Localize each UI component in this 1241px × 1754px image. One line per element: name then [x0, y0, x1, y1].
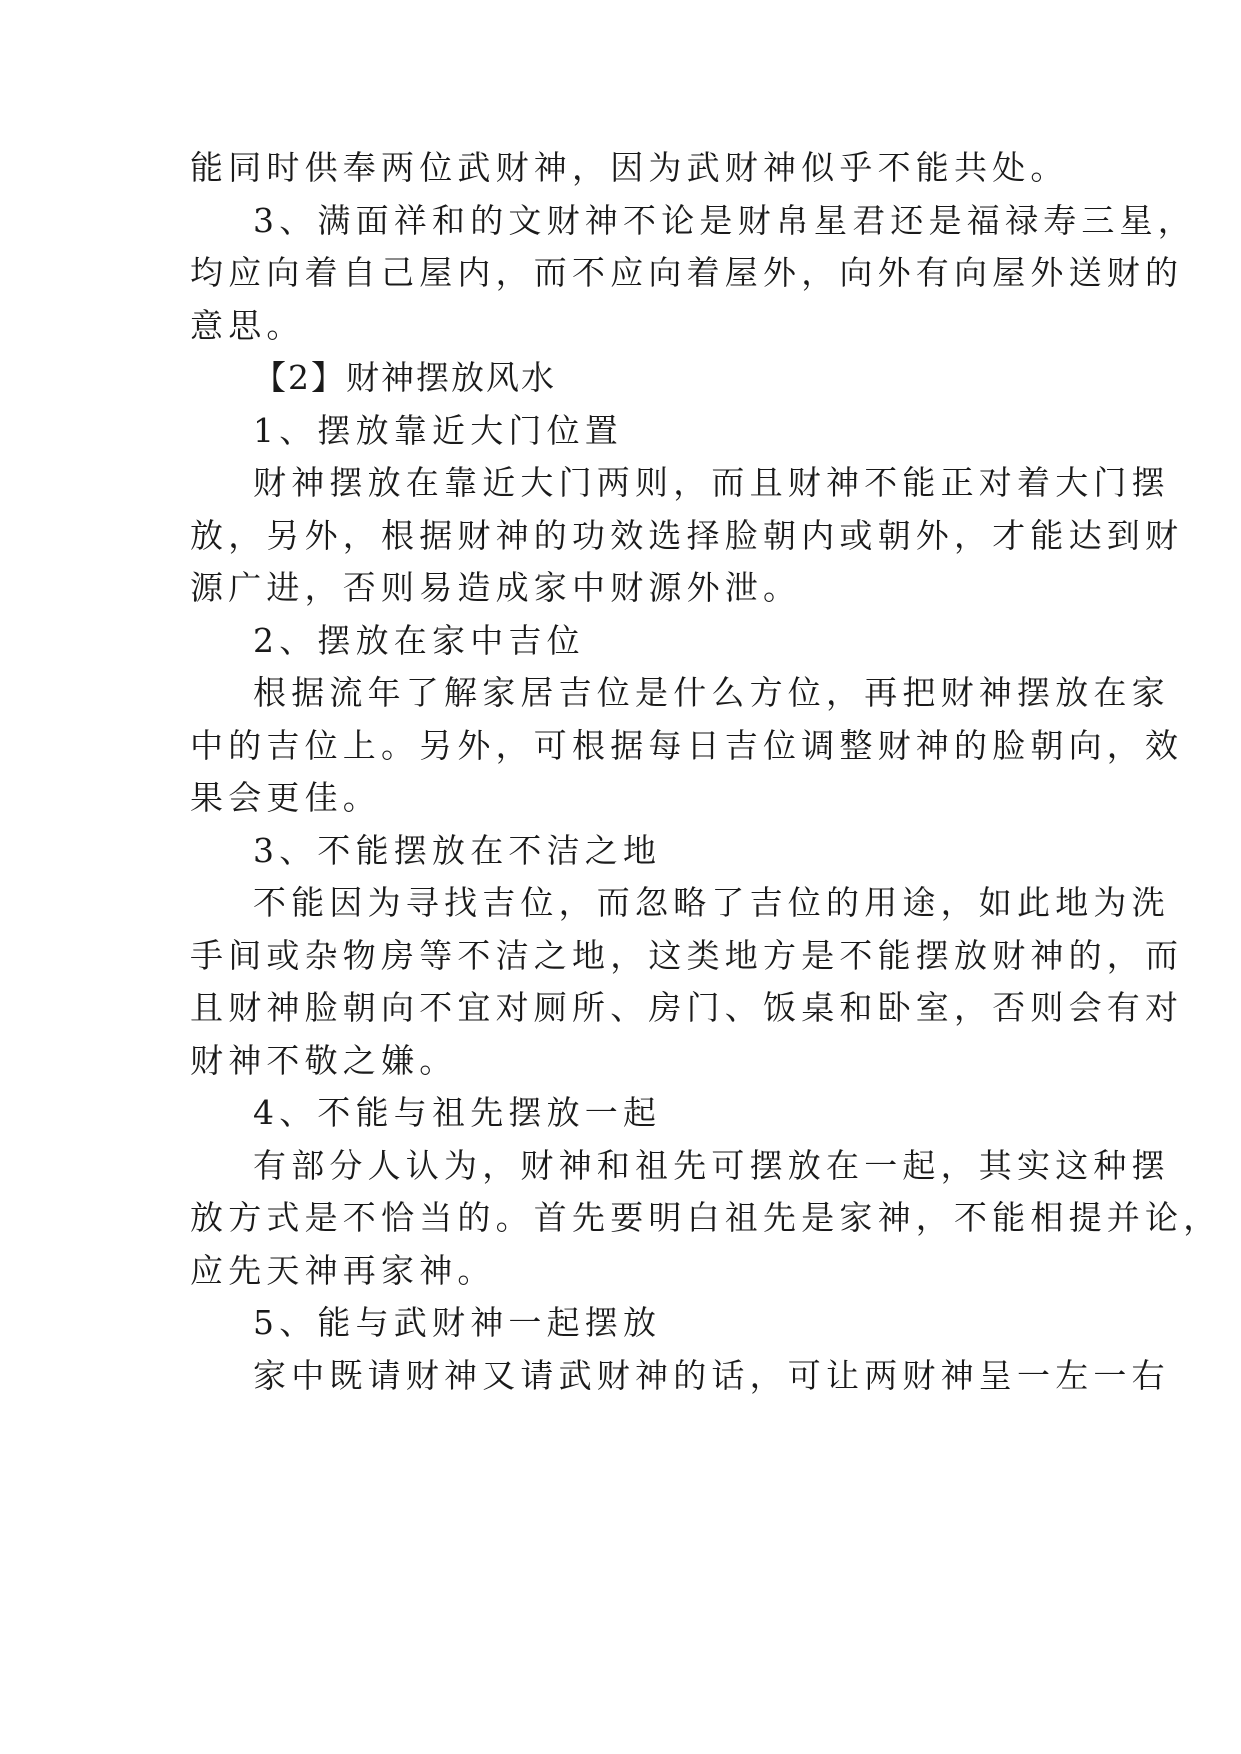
text-line: 意思。: [190, 306, 305, 345]
text-line: 财神不敬之嫌。: [190, 1041, 458, 1080]
subheading: 1、摆放靠近大门位置: [253, 411, 623, 450]
paragraph-first-line: 有部分人认为，财神和祖先可摆放在一起，其实这种摆: [253, 1146, 1170, 1185]
paragraph-first-line: 不能因为寻找吉位，而忽略了吉位的用途，如此地为洗: [253, 883, 1170, 922]
text-line: 中的吉位上。另外，可根据每日吉位调整财神的脸朝向，效: [190, 726, 1184, 765]
subheading: 2、摆放在家中吉位: [253, 621, 585, 660]
paragraph-first-line: 财神摆放在靠近大门两则，而且财神不能正对着大门摆: [253, 463, 1170, 502]
subheading: 5、能与武财神一起摆放: [253, 1303, 662, 1342]
text-line: 均应向着自己屋内，而不应向着屋外，向外有向屋外送财的: [190, 253, 1184, 292]
text-line: 手间或杂物房等不洁之地，这类地方是不能摆放财神的，而: [190, 936, 1184, 975]
list-item-text-line: 3、满面祥和的文财神不论是财帛星君还是福禄寿三星，: [253, 201, 1196, 240]
text-line: 果会更佳。: [190, 778, 381, 817]
text-line: 放方式是不恰当的。首先要明白祖先是家神，不能相提并论，: [190, 1198, 1222, 1237]
text-line: 源广进，否则易造成家中财源外泄。: [190, 568, 802, 607]
subheading: 3、不能摆放在不洁之地: [253, 831, 662, 870]
text-line: 放，另外，根据财神的功效选择脸朝内或朝外，才能达到财: [190, 516, 1184, 555]
subheading: 4、不能与祖先摆放一起: [253, 1093, 662, 1132]
text-line: 且财神脸朝向不宜对厕所、房门、饭桌和卧室，否则会有对: [190, 988, 1184, 1027]
text-line: 能同时供奉两位武财神，因为武财神似乎不能共处。: [190, 148, 1069, 187]
text-line: 应先天神再家神。: [190, 1251, 496, 1290]
paragraph-first-line: 家中既请财神又请武财神的话，可让两财神呈一左一右: [253, 1356, 1170, 1395]
section-heading: 【2】财神摆放风水: [253, 358, 556, 397]
paragraph-first-line: 根据流年了解家居吉位是什么方位，再把财神摆放在家: [253, 673, 1170, 712]
